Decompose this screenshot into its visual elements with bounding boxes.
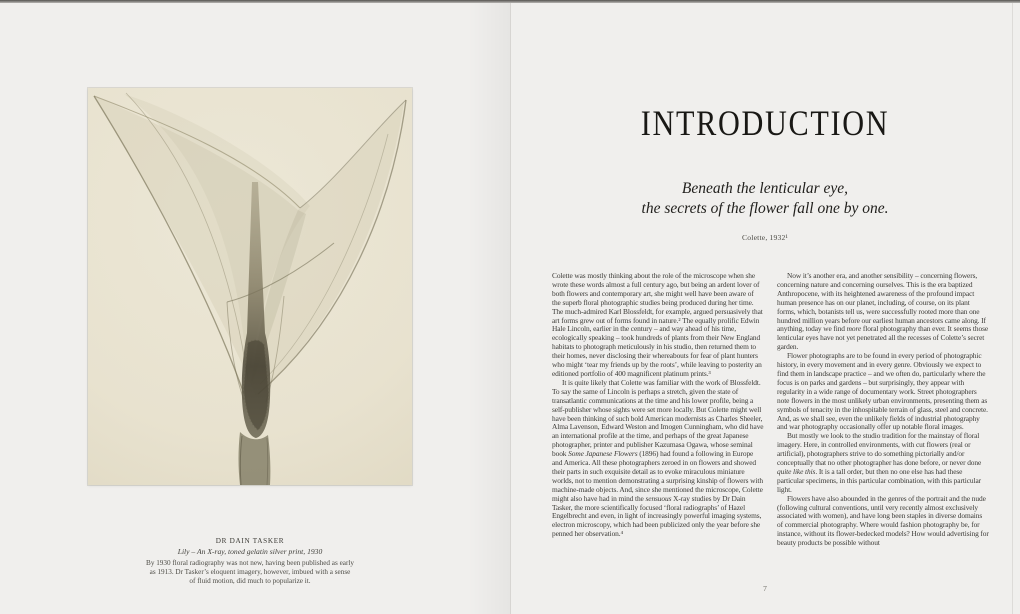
- caption-note-line: By 1930 floral radiography was not new, having been published as early: [146, 558, 354, 567]
- artwork-caption-note: [70, 559, 430, 587]
- text-run: Flowers have also abounded in the genres of the portrait and the nude (following cultural conventions, until very recently almost exclusively associated with women), and have long been staples in diverse domains of commercial photography. Where would fashion photography be, for instance, without its flower-bedecked models? How would advertising for beauty products be possible without: [777, 493, 989, 548]
- italic-text-run: Some Japanese Flowers: [568, 449, 638, 459]
- page-gutter-shade: [468, 3, 510, 614]
- text-run: But mostly we look to the studio tradition for the mainstay of floral imagery. Here, in controlled environments, with cut flowers (real or artificial), photographers strive to do something pictorially and/or conceptually that no other photographer has done before, or never done: [777, 431, 982, 468]
- text-run: floral photography than ever. It seems those lenticular eyes have not yet penetrated all the recesses of Colette’s secret garden.: [777, 324, 989, 352]
- text-run: It is quite likely that Colette was familiar with the work of Blossfeldt. To say the same of Lincoln is perhaps a stretch, given the state of transatlantic communications at the time and his lower profile, being a self-publisher whose sights were set more locally. But Colette might well have been thinking of such bold American modernists as Charles Sheeler, Alma Lavenson, Edward Weston and Imogen Cunningham, who did have an international profile at the time, and perhaps of the great Japanese photographer, printer and publisher Kazumasa Ogawa, whose seminal book: [552, 377, 764, 459]
- lily-xray-illustration: [88, 88, 412, 485]
- text-run: Now it’s another era, and another sensibility – concerning flowers, concerning nature and concerning ourselves. This is the era baptized Anthropocene, with its heightened awareness of the profound impact human presence has on our planet, including, of course, on its plant forms, which, botanists tell us, were successfully rooted more than one hundred million years before our earliest human ancestors came along. If anything, today we find: [777, 271, 986, 334]
- artwork-caption-artist: DR DAIN TASKER: [215, 537, 285, 545]
- body-column-left: [552, 272, 764, 539]
- text-run: (1896) had found a following in Europe and America. All these photographers zeroed in on flowers and showed their parts in such exquisite detail as to evoke miraculous miniature worlds, not to mention demonstrating a surprising kinship of flowers with machine-made objects. And, since she mentioned the microscope, Colette might also have had in mind the: [552, 449, 763, 503]
- text-run: X-ray studies by Dr Dain Tasker, the more scientifically focused ‘floral radiographs’ of Hazel Engelbrecht and even, in light of increasingly powerful imaging systems, electron microscopy, which had been publicized only the year before she penned her observation.⁴: [552, 493, 762, 539]
- text-run: . It is a tall order, but then no one else has had these particular specimens, in this particular combination, with this particular light.: [777, 466, 981, 494]
- artwork-caption: [70, 537, 430, 586]
- epigraph-attribution: Colette, 1932¹: [742, 233, 788, 242]
- page-title: INTRODUCTION: [640, 103, 890, 143]
- italic-text-run: sensuous: [645, 493, 672, 503]
- right-page-edge: [1012, 3, 1013, 614]
- artwork-caption-title: Lily – An X-ray, toned gelatin silver print, 1930: [177, 547, 323, 556]
- body-paragraph: [777, 352, 989, 432]
- caption-note-line: as 1913. Dr Tasker’s eloquent imagery, however, imbued with a sense: [149, 567, 351, 576]
- epigraph-line-1: Beneath the lenticular eye,: [681, 180, 849, 197]
- body-paragraph: [777, 495, 989, 548]
- body-paragraph: [777, 432, 989, 494]
- page-gutter: [510, 3, 511, 614]
- body-column-right: [777, 272, 989, 548]
- page-number: 7: [763, 584, 767, 593]
- italic-text-run: quite like this: [777, 466, 816, 476]
- epigraph: [510, 179, 1020, 218]
- body-paragraph: [777, 272, 989, 352]
- lily-xray-photo: [88, 88, 412, 485]
- epigraph-line-2: the secrets of the flower fall one by one.: [641, 199, 889, 217]
- text-run: Colette was mostly thinking about the role of the microscope when she wrote these words almost a full century ago, but being an ardent lover of both flowers and contemporary art, she might well have been aware of the superb floral photographic studies being produced during her time. The much-admired Karl Blossfeldt, for example, argued persuasively that art forms grew out of forms found in nature.² The equally prolific Edwin Hale Lincoln, earlier in the century – and way ahead of his time, ecologically speaking – took hundreds of plants from their New England habitats to photograph meticulously in his studio, then returned them to their homes, never disclosing their whereabouts for fear of plant hunters who might ‘tear my friends up by the roots’, while leaving to posterity an editioned portfolio of 400 magnificent platinum prints.³: [552, 271, 763, 378]
- text-run: Flower photographs are to be found in every period of photographic history, in every movement and in every genre. Obviously we expect to find them in landscape practice – and we often do, particularly where the focus is on parks and gardens – but surprisingly, they appear with regularity in a wide range of documentary work. Street photographers note flowers in the most unlikely urban environments, presenting them as symbols of tenacity in the inhospitable terrain of glass, steel and concrete. And, as we shall see, even the unlikely fields of industrial photography and war photography occasionally offer up notable floral images.: [777, 351, 988, 432]
- caption-note-line: of fluid motion, did much to popularize it.: [189, 576, 311, 585]
- body-paragraph: [552, 272, 764, 379]
- body-paragraph: [552, 379, 764, 539]
- italic-text-run: more: [846, 324, 862, 334]
